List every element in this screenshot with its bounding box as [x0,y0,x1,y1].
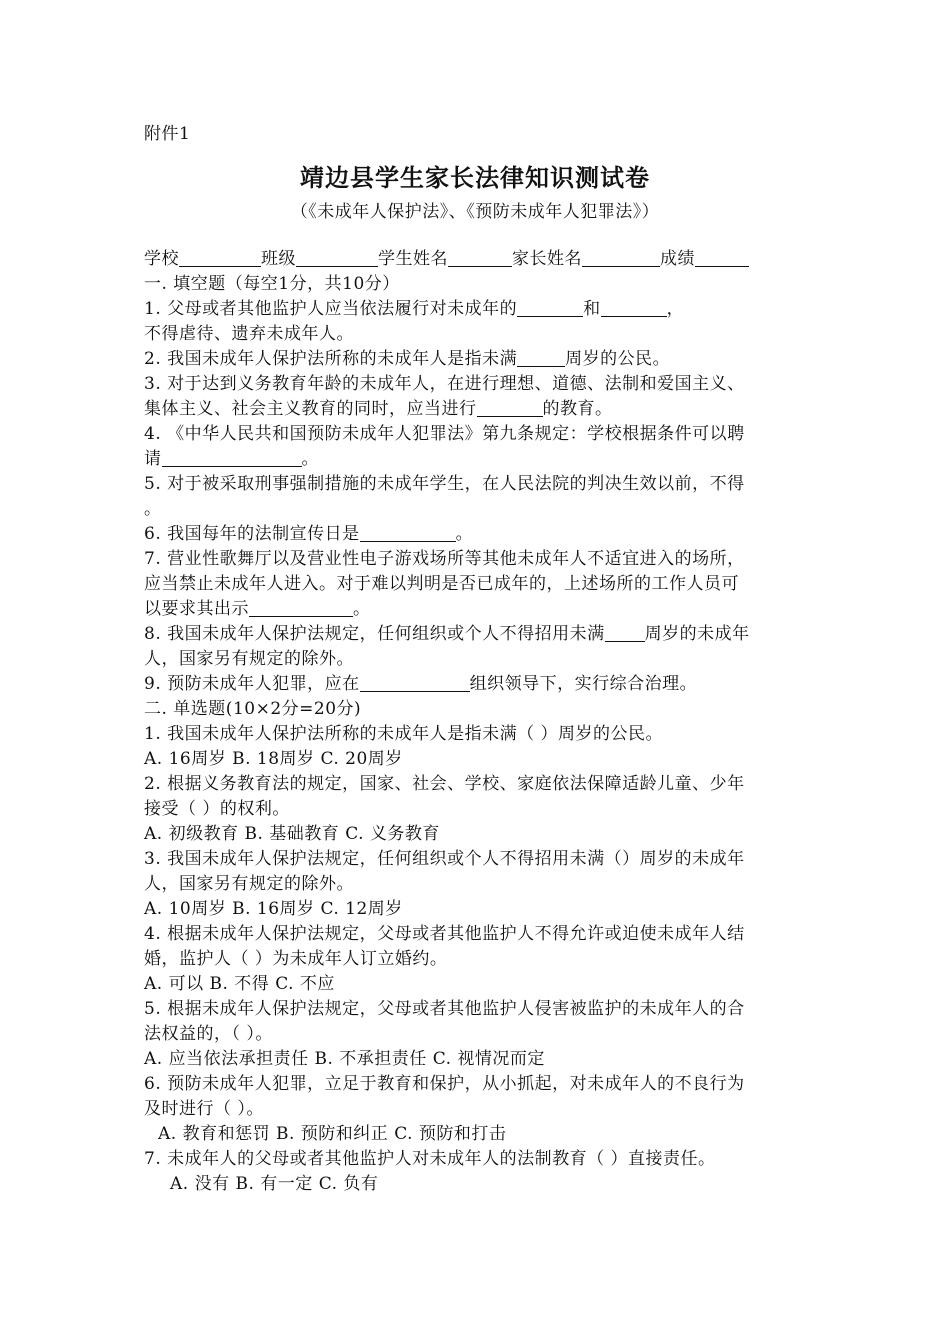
answer-blank[interactable] [162,448,302,467]
score-field[interactable] [695,248,749,267]
choice-options-1: A. 16周岁 B. 18周岁 C. 20周岁 [144,749,403,769]
answer-blank[interactable] [360,673,470,692]
class-label: 班级 [261,249,296,269]
info-line [144,247,749,271]
answer-blank[interactable] [477,398,543,417]
choice-options-4: A. 可以 B. 不得 C. 不应 [144,974,335,994]
fill-question-8a: 8. 我国未成年人保护法规定，任何组织或个人不得招用未满 周岁的未成年 [144,624,750,644]
page-title: 靖边县学生家长法律知识测试卷 [300,164,650,192]
fill-question-7b: 应当禁止未成年人进入。对于难以判明是否已成年的，上述场所的工作人员可 [144,574,739,594]
choice-question-3b: 人，国家另有规定的除外。 [144,874,354,894]
fill-question-4a: 4. 《中华人民共和国预防未成年人犯罪法》第九条规定：学校根据条件可以聘 [144,424,745,444]
choice-question-6b: 及时进行（ ）。 [144,1099,264,1119]
fill-question-1a: 1. 父母或者其他监护人应当依法履行对未成年的 和 ， [144,299,685,319]
choice-options-7: A. 没有 B. 有一定 C. 负有 [170,1174,379,1194]
choice-question-4a: 4. 根据未成年人保护法规定，父母或者其他监护人不得允许或迫使未成年人结 [144,924,745,944]
section2-heading: 二. 单选题(10×2分=20分) [144,699,362,719]
answer-blank[interactable] [517,348,565,367]
school-label: 学校 [144,249,179,269]
student-name-field[interactable] [448,248,512,267]
answer-blank[interactable] [601,298,667,317]
fill-question-2: 2. 我国未成年人保护法所称的未成年人是指未满 周岁的公民。 [144,349,671,369]
fill-question-5b: 。 [144,499,162,519]
page-subtitle: （《未成年人保护法》、《预防未成年人犯罪法》） [290,202,660,222]
choice-question-7: 7. 未成年人的父母或者其他监护人对未成年人的法制教育（ ）直接责任。 [144,1149,716,1169]
parent-name-field[interactable] [582,248,660,267]
fill-question-1b: 不得虐待、遗弃未成年人。 [144,324,354,344]
choice-options-3: A. 10周岁 B. 16周岁 C. 12周岁 [144,899,403,919]
section1-heading: 一. 填空题（每空1分，共10分） [144,274,400,294]
fill-question-7c: 以要求其出示 。 [144,599,371,619]
choice-question-6a: 6. 预防未成年人犯罪，立足于教育和保护，从小抓起，对未成年人的不良行为 [144,1074,745,1094]
answer-blank[interactable] [249,598,353,617]
choice-question-5b: 法权益的，（ ）。 [144,1024,273,1044]
choice-question-3a: 3. 我国未成年人保护法规定，任何组织或个人不得招用未满（）周岁的未成年 [144,849,745,869]
choice-question-5a: 5. 根据未成年人保护法规定，父母或者其他监护人侵害被监护的未成年人的合 [144,999,745,1019]
score-label: 成绩 [660,249,695,269]
fill-question-8b: 人，国家另有规定的除外。 [144,649,354,669]
fill-question-3b: 集体主义、社会主义教育的同时，应当进行 的教育。 [144,399,613,419]
school-field[interactable] [179,248,261,267]
answer-blank[interactable] [517,298,583,317]
fill-question-7a: 7. 营业性歌舞厅以及营业性电子游戏场所等其他未成年人不适宜进入的场所， [144,549,745,569]
class-field[interactable] [296,248,378,267]
choice-question-1: 1. 我国未成年人保护法所称的未成年人是指未满（ ）周岁的公民。 [144,724,664,744]
attachment-label: 附件1 [144,124,191,144]
student-name-label: 学生姓名 [378,249,448,269]
choice-question-2b: 接受（ ）的权利。 [144,799,290,819]
choice-question-4b: 婚，监护人（ ）为未成年人订立婚约。 [144,949,448,969]
fill-question-9: 9. 预防未成年人犯罪，应在 组织领导下，实行综合治理。 [144,674,698,694]
choice-options-6: A. 教育和惩罚 B. 预防和纠正 C. 预防和打击 [158,1124,507,1144]
fill-question-6: 6. 我国每年的法制宣传日是 。 [144,524,474,544]
fill-question-4b: 请 。 [144,449,319,469]
answer-blank[interactable] [605,623,645,642]
parent-name-label: 家长姓名 [512,249,582,269]
choice-options-2: A. 初级教育 B. 基础教育 C. 义务教育 [144,824,440,844]
fill-question-3a: 3. 对于达到义务教育年龄的未成年人，在进行理想、道德、法制和爱国主义、 [144,374,745,394]
choice-question-2a: 2. 根据义务教育法的规定，国家、社会、学校、家庭依法保障适龄儿童、少年 [144,774,745,794]
fill-question-5a: 5. 对于被采取刑事强制措施的未成年学生，在人民法院的判决生效以前，不得 [144,474,745,494]
answer-blank[interactable] [360,523,456,542]
choice-options-5: A. 应当依法承担责任 B. 不承担责任 C. 视情况而定 [144,1049,545,1069]
